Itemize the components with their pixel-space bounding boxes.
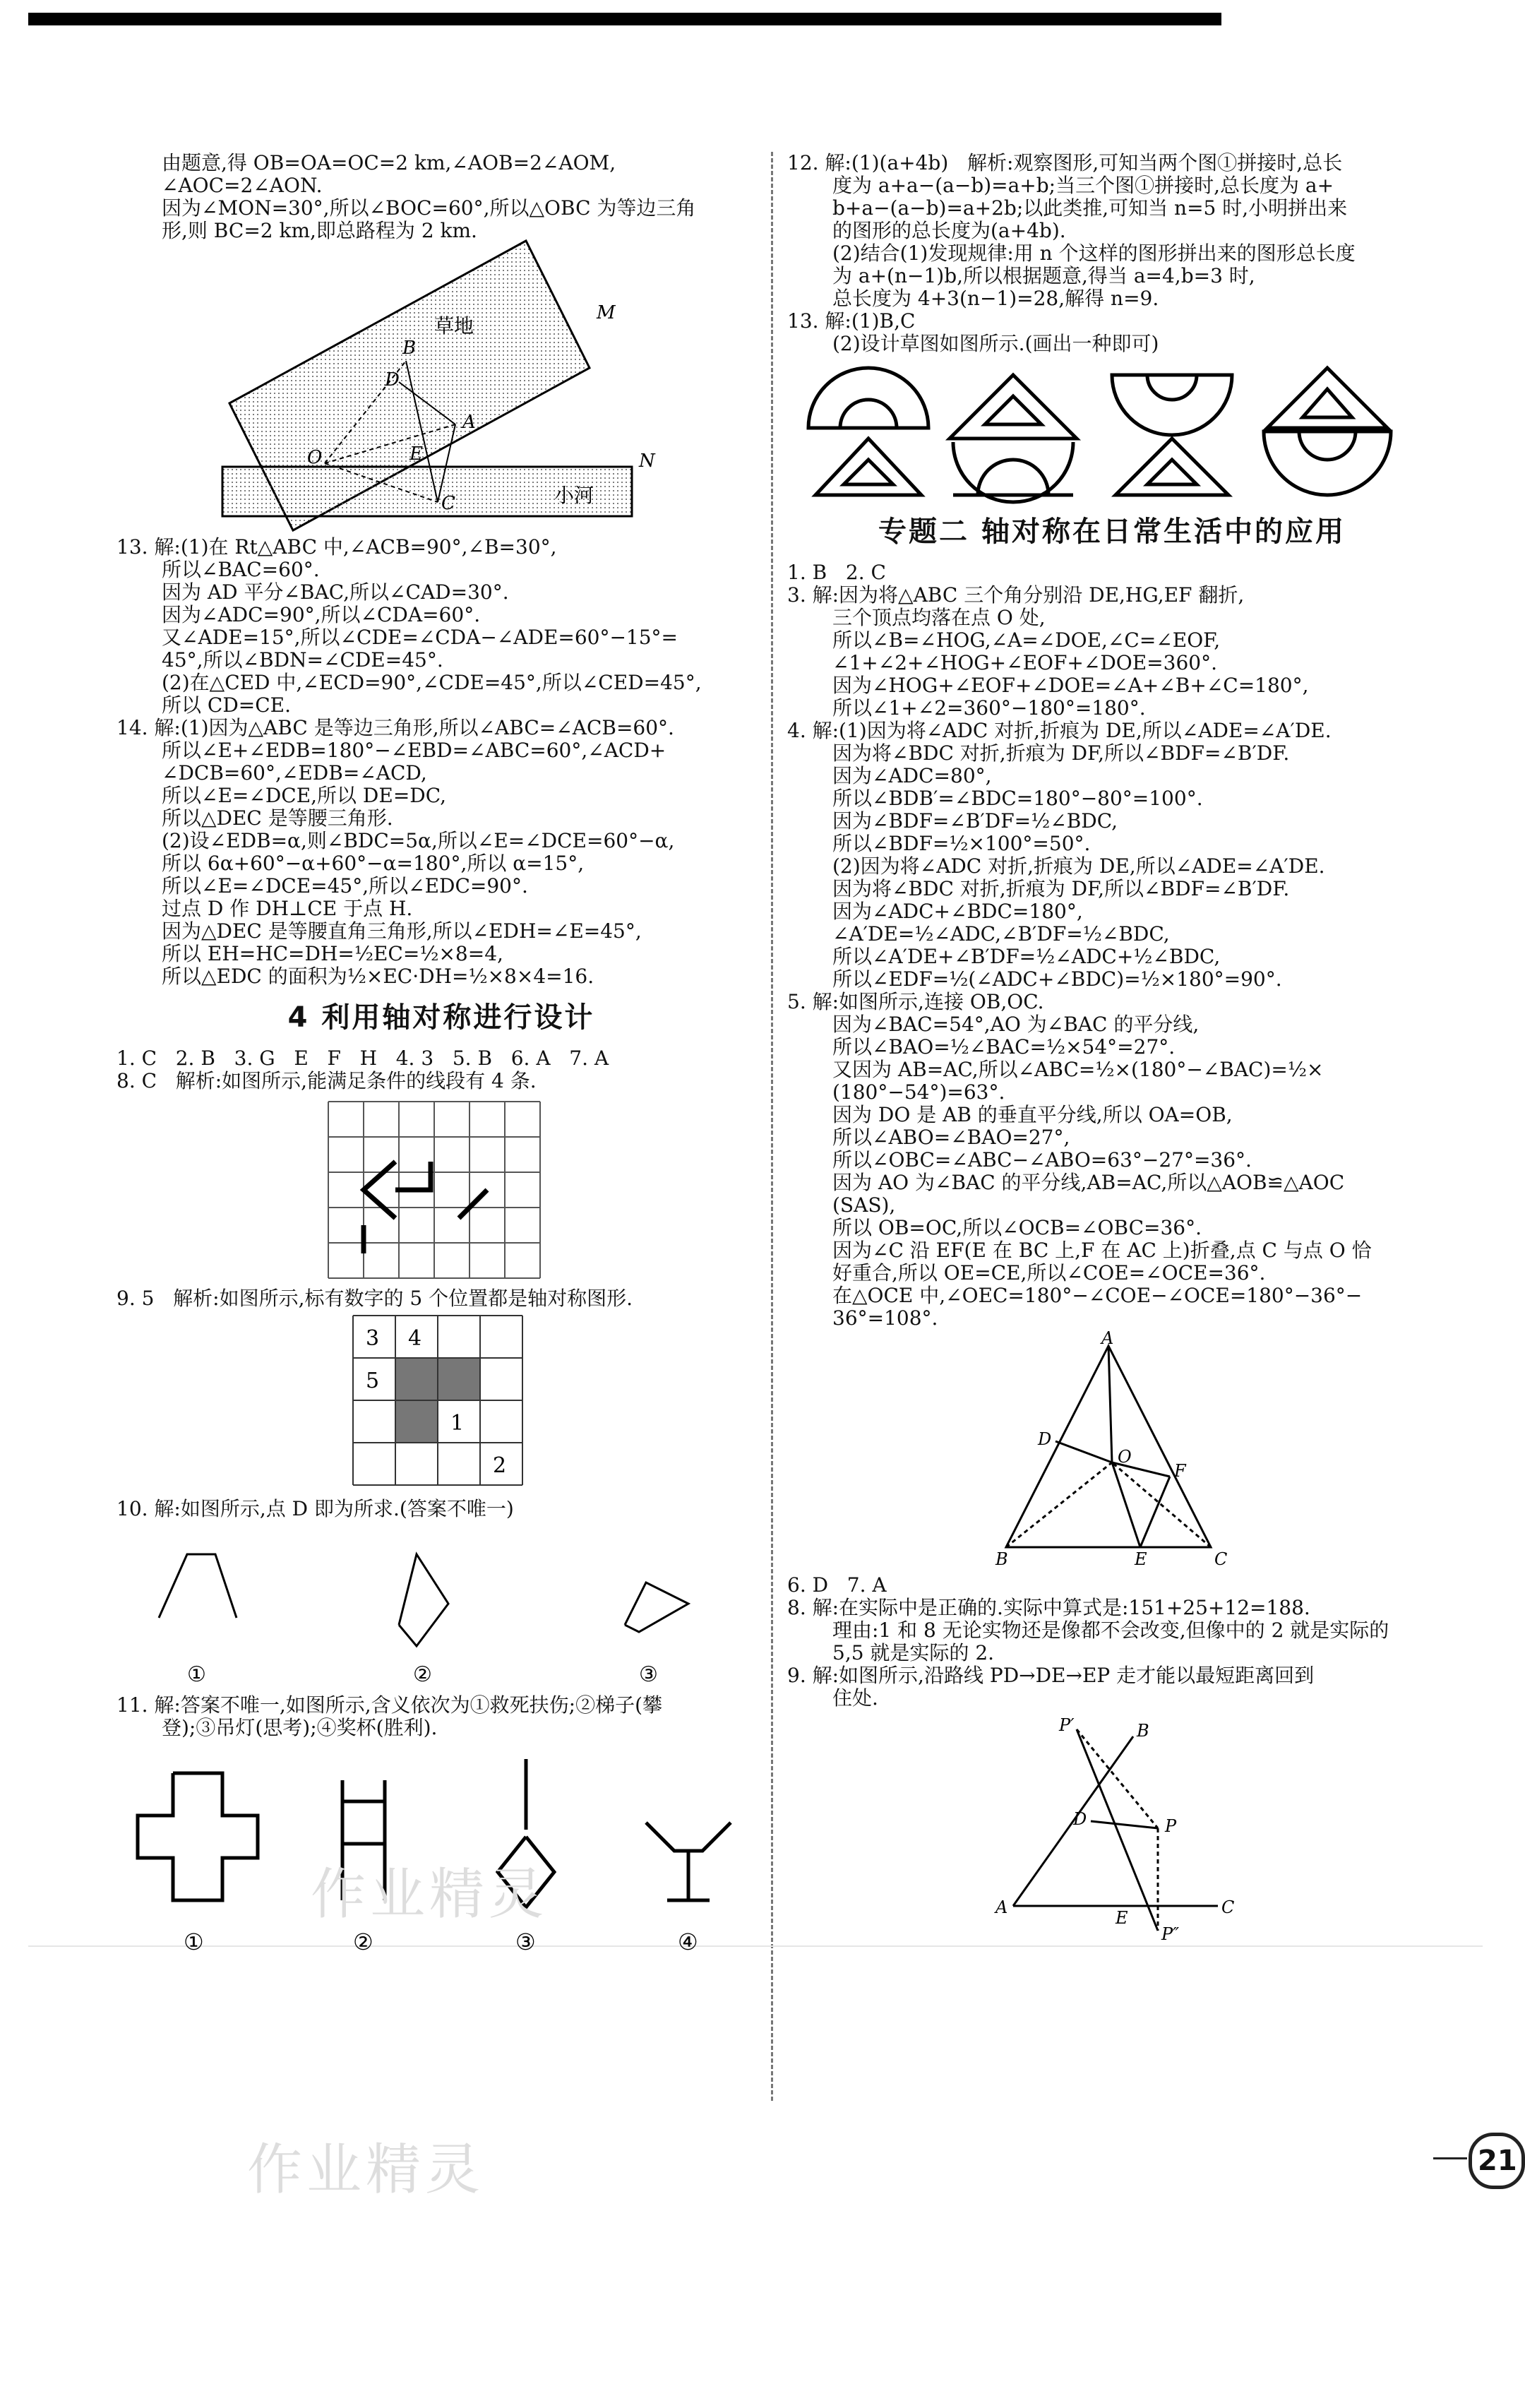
text-line: 8. 解:在实际中是正确的.实际中算式是:151+25+12=188.	[787, 1596, 1310, 1619]
text-line: 所以∠EDF=½(∠ADC+∠BDC)=½×180°=90°.	[832, 967, 1282, 991]
point-N: N	[639, 451, 655, 472]
figure-3-path	[625, 1583, 688, 1632]
top-bar	[28, 13, 1221, 25]
column-divider	[771, 152, 773, 2101]
text-line: 4. 解:(1)因为将∠ADC 对折,折痕为 DE,所以∠ADE=∠A′DE.	[787, 719, 1332, 742]
point-D: D	[385, 369, 400, 391]
point-label: O	[1118, 1447, 1132, 1467]
q10-figures	[131, 1526, 752, 1688]
text-line: 因为∠ADC+∠BDC=180°,	[832, 900, 1083, 923]
text-line: 由题意,得 OB=OA=OC=2 km,∠AOB=2∠AOM,	[162, 151, 616, 174]
text-line: 为 a+(n−1)b,所以根据题意,得当 a=4,b=3 时,	[832, 264, 1255, 287]
topic2-question-9	[787, 1664, 1437, 1710]
text-line: 因为△DEC 是等腰直角三角形,所以∠EDH=∠E=45°,	[162, 919, 642, 943]
text-line: 所以 6α+60°−α+60°−α=180°,所以 α=15°,	[162, 852, 585, 875]
page-number-dash	[1433, 2157, 1467, 2159]
point-label: F	[1174, 1461, 1186, 1481]
text-line: 所以 CD=CE.	[162, 693, 291, 717]
text-line: (180°−54°)=63°.	[832, 1080, 1005, 1104]
text-line: 因为 AO 为∠BAC 的平分线,AB=AC,所以△AOB≌△AOC	[832, 1171, 1345, 1194]
text-line: 总长度为 4+3(n−1)=28,解得 n=9.	[832, 287, 1159, 310]
text-line: 5,5 就是实际的 2.	[832, 1641, 995, 1664]
text-line: 住处.	[832, 1686, 878, 1710]
point-label: B	[995, 1549, 1008, 1569]
watermark: 作业精灵	[311, 1863, 549, 1926]
figure-label: ②	[353, 1929, 373, 1955]
question-12	[787, 152, 1437, 310]
question-13-right	[787, 310, 1437, 355]
text-line: 因为∠ADC=90°,所以∠CDA=60°.	[162, 603, 481, 626]
text-line: 因为∠HOG+∠EOF+∠DOE=∠A+∠B+∠C=180°,	[832, 674, 1309, 697]
text-line: 因为∠BAC=54°,AO 为∠BAC 的平分线,	[832, 1013, 1200, 1036]
point-label: P″	[1161, 1924, 1180, 1944]
text-line: 8. C 解析:如图所示,能满足条件的线段有 4 条.	[116, 1069, 537, 1092]
point-label: P	[1165, 1816, 1177, 1836]
river-grassland-figure	[222, 248, 660, 530]
point-label: A	[995, 1897, 1008, 1917]
t5-triangle-figure	[985, 1328, 1239, 1569]
q10-text: 10. 解:如图所示,点 D 即为所求.(答案不唯一)	[116, 1497, 514, 1520]
text-line: 因为∠BDF=∠B′DF=½∠BDC,	[832, 809, 1118, 833]
watermark: 作业精灵	[247, 2138, 485, 2202]
text-line: 13. 解:(1)B,C	[787, 309, 916, 333]
point-B: B	[402, 338, 417, 359]
q8-grid-figure	[325, 1098, 558, 1282]
topic2-question-8	[787, 1597, 1437, 1664]
point-label: D	[1038, 1429, 1052, 1449]
river-label: 小河	[554, 484, 594, 507]
topic2-question-3	[787, 584, 1437, 720]
text-line: 因为∠C 沿 EF(E 在 BC 上,F 在 AC 上)折叠,点 C 与点 O 恰	[832, 1239, 1372, 1262]
text-line: 又因为 AB=AC,所以∠ABC=½×(180°−∠BAC)=½×	[832, 1058, 1324, 1081]
point-label: E	[1116, 1908, 1128, 1928]
text-line: ∠A′DE=½∠ADC,∠B′DF=½∠BDC,	[832, 922, 1170, 946]
text-line: 所以∠BDB′=∠BDC=180°−80°=100°.	[832, 787, 1203, 810]
text-line: 因为将∠BDC 对折,折痕为 DF,所以∠BDF=∠B′DF.	[832, 877, 1290, 900]
grid-number: 3	[366, 1326, 380, 1351]
topic2-question-5	[787, 991, 1437, 1330]
text-line: (2)结合(1)发现规律:用 n 个这样的图形拼出来的图形总长度	[832, 242, 1356, 265]
point-label: A	[1101, 1328, 1114, 1348]
text-line: 45°,所以∠BDN=∠CDE=45°.	[162, 648, 443, 672]
text-line: 所以△EDC 的面积为½×EC·DH=½×8×4=16.	[162, 965, 594, 988]
q9-text: 9. 5 解析:如图所示,标有数字的 5 个位置都是轴对称图形.	[116, 1287, 633, 1310]
figure-label: ③	[639, 1662, 658, 1687]
text-line: 又∠ADE=15°,所以∠CDE=∠CDA−∠ADE=60°−15°=	[162, 626, 678, 649]
question-14	[116, 717, 766, 988]
point-O: O	[307, 447, 323, 468]
text-line: 在△OCE 中,∠OEC=180°−∠COE−∠OCE=180°−36°−	[832, 1284, 1363, 1307]
text-line: 所以∠BAC=60°.	[162, 558, 320, 581]
t9-path-figure	[985, 1715, 1239, 1944]
right-column	[787, 152, 1437, 1947]
text-line: 3. 解:因为将△ABC 三个角分别沿 DE,HG,EF 翻折,	[787, 583, 1245, 607]
text-line: (2)在△CED 中,∠ECD=90°,∠CDE=45°,所以∠CED=45°,	[162, 671, 702, 694]
topic2-question-4	[787, 720, 1437, 991]
text-line: 11. 解:答案不唯一,如图所示,含义依次为①救死扶伤;②梯子(攀	[116, 1693, 663, 1717]
point-label: C	[1221, 1897, 1235, 1917]
grid-number: 4	[408, 1326, 422, 1351]
left-column	[116, 152, 766, 1962]
text-line: 所以∠E=∠DCE,所以 DE=DC,	[162, 784, 447, 807]
figure-1-path	[159, 1554, 237, 1618]
grid-number: 2	[493, 1453, 507, 1478]
point-label: C	[1214, 1549, 1228, 1569]
figure-label: ①	[187, 1662, 206, 1687]
text-line: (2)设计草图如图所示.(画出一种即可)	[832, 332, 1159, 355]
text-line: 因为∠ADC=80°,	[832, 764, 992, 787]
text-line: 所以∠BDF=½×100°=50°.	[832, 832, 1091, 855]
point-C: C	[441, 493, 455, 514]
grid-number: 1	[450, 1411, 465, 1436]
topic2-answers-6-7: 6. D 7. A	[787, 1573, 887, 1597]
figure-label: ②	[413, 1662, 432, 1687]
text-line: (2)因为将∠ADC 对折,折痕为 DE,所以∠ADE=∠A′DE.	[832, 854, 1325, 878]
text-line: 所以∠OBC=∠ABC−∠ABO=63°−27°=36°.	[832, 1148, 1252, 1172]
grid-number: 5	[366, 1369, 380, 1393]
page-number: 21	[1469, 2133, 1525, 2189]
text-line: b+a−(a−b)=a+2b;以此类推,可知当 n=5 时,小明拼出来	[832, 196, 1348, 220]
q9-grid-figure	[353, 1316, 530, 1492]
text-line: ∠DCB=60°,∠EDB=∠ACD,	[162, 761, 427, 785]
text-line: 登);③吊灯(思考);④奖杯(胜利).	[162, 1716, 438, 1739]
section-4-title: 4 利用轴对称进行设计	[287, 1001, 595, 1034]
text-line: 12. 解:(1)(a+4b) 解析:观察图形,可知当两个图①拼接时,总长	[787, 151, 1343, 174]
text-line: 所以 EH=HC=DH=½EC=½×8=4,	[162, 942, 503, 965]
text-line: 因为 AD 平分∠BAC,所以∠CAD=30°.	[162, 580, 509, 604]
text-line: 所以∠E+∠EDB=180°−∠EBD=∠ABC=60°,∠ACD+	[162, 739, 666, 762]
text-line: ∠AOC=2∠AON.	[162, 174, 323, 197]
text-line: 过点 D 作 DH⊥CE 于点 H.	[162, 897, 413, 920]
topic-2-title: 专题二 轴对称在日常生活中的应用	[878, 515, 1346, 548]
point-M: M	[597, 302, 616, 323]
text-line: 所以∠BAO=½∠BAC=½×54°=27°.	[832, 1035, 1176, 1059]
text-line: 的图形的总长度为(a+4b).	[832, 219, 1066, 242]
text-line: 度为 a+a−(a−b)=a+b;当三个图①拼接时,总长度为 a+	[832, 174, 1334, 197]
text-line: 所以 OB=OC,所以∠OCB=∠OBC=36°.	[832, 1216, 1202, 1239]
figure-2-path	[399, 1554, 448, 1646]
text-line: 5. 解:如图所示,连接 OB,OC.	[787, 990, 1044, 1013]
text-line: ∠1+∠2+∠HOG+∠EOF+∠DOE=360°.	[832, 651, 1217, 674]
answers-1-8	[116, 1047, 766, 1092]
text-line: (2)设∠EDB=α,则∠BDC=5α,所以∠E=∠DCE=60°−α,	[162, 829, 675, 852]
text-line: 1. C 2. B 3. G E F H 4. 3 5. B 6. A 7. A	[116, 1047, 609, 1070]
text-line: 36°=108°.	[832, 1306, 938, 1330]
text-line: 所以∠E=∠DCE=45°,所以∠EDC=90°.	[162, 874, 528, 898]
text-line: 因为∠MON=30°,所以∠BOC=60°,所以△OBC 为等边三角	[162, 196, 696, 220]
point-A: A	[462, 412, 476, 433]
point-label: P′	[1059, 1715, 1075, 1735]
text-line: 所以△DEC 是等腰三角形.	[162, 806, 393, 830]
text-line: 9. 解:如图所示,沿路线 PD→DE→EP 走才能以最短距离回到	[787, 1664, 1315, 1687]
text-line: 所以∠B=∠HOG,∠A=∠DOE,∠C=∠EOF,	[832, 628, 1221, 652]
text-line: 13. 解:(1)在 Rt△ABC 中,∠ACB=90°,∠B=30°,	[116, 535, 557, 559]
question-11	[116, 1694, 766, 1739]
text-line: 所以∠ABO=∠BAO=27°,	[832, 1126, 1070, 1149]
point-label: E	[1135, 1549, 1147, 1569]
text-line: 好重合,所以 OE=CE,所以∠COE=∠OCE=36°.	[832, 1261, 1266, 1285]
text-line: 三个顶点均落在点 O 处,	[832, 606, 1046, 629]
text-line: (SAS),	[832, 1193, 896, 1217]
figure-label: ①	[184, 1929, 204, 1955]
point-label: D	[1073, 1809, 1087, 1829]
point-E: E	[409, 443, 423, 465]
text-line: 因为将∠BDC 对折,折痕为 DF,所以∠BDF=∠B′DF.	[832, 741, 1290, 765]
text-line: 形,则 BC=2 km,即总路程为 2 km.	[162, 219, 477, 242]
point-label: B	[1137, 1721, 1149, 1741]
figure-label: ③	[515, 1929, 536, 1955]
text-line: 因为 DO 是 AB 的垂直平分线,所以 OA=OB,	[832, 1103, 1233, 1126]
solution-continuation	[116, 152, 766, 242]
text-line: 所以∠A′DE+∠B′DF=½∠ADC+½∠BDC,	[832, 945, 1221, 968]
q13-design-figures	[794, 361, 1430, 502]
text-line: 理由:1 和 8 无论实物还是像都不会改变,但像中的 2 就是实际的	[832, 1619, 1389, 1642]
text-line: 14. 解:(1)因为△ABC 是等边三角形,所以∠ABC=∠ACB=60°.	[116, 716, 674, 739]
text-line: 所以∠1+∠2=360°−180°=180°.	[832, 696, 1146, 720]
question-13	[116, 536, 766, 717]
grass-label: 草地	[434, 314, 474, 338]
figure-label: ④	[678, 1929, 698, 1955]
topic2-answers-1-2: 1. B 2. C	[787, 561, 886, 584]
